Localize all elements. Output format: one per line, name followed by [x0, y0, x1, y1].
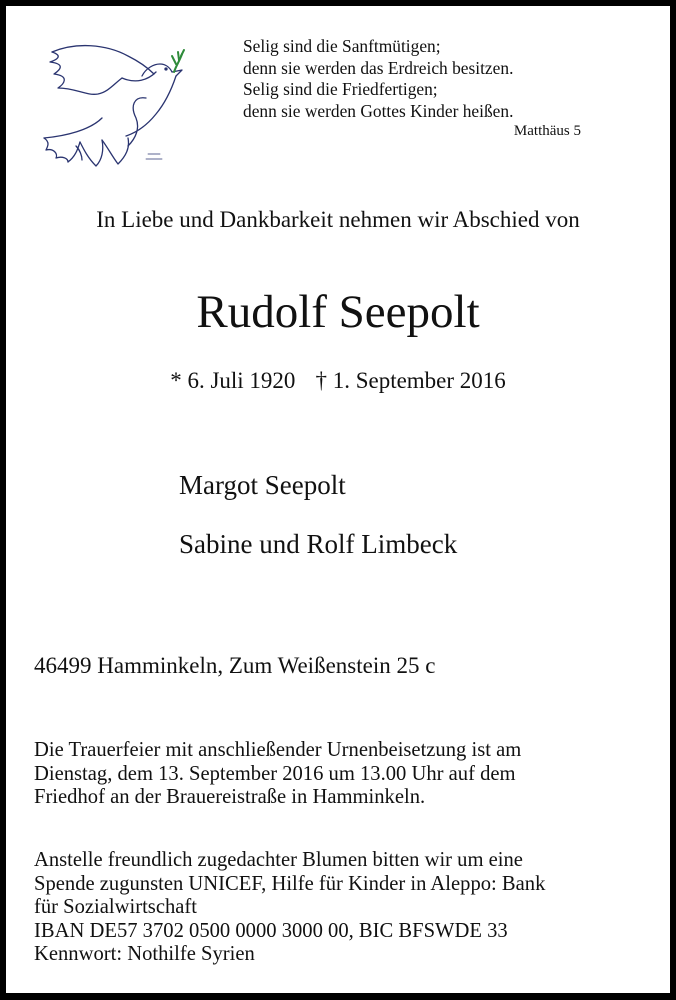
- bible-verse: [243, 36, 581, 141]
- verse-reference: Matthäus 5: [513, 123, 581, 140]
- donation-info: [34, 849, 545, 967]
- verse-line: denn sie werden das Erdreich besitzen.: [243, 57, 514, 78]
- funeral-info-line: Friedhof an der Brauereistraße in Hamminkeln.: [34, 786, 426, 808]
- dove-with-olive-branch-icon: [36, 38, 186, 170]
- funeral-info: [34, 739, 521, 810]
- birth-date: * 6. Juli 1920: [170, 368, 296, 393]
- funeral-info-line: Die Trauerfeier mit anschließender Urnenbeisetzung ist am: [34, 739, 522, 761]
- mourner-name: Sabine und Rolf Limbeck: [179, 529, 458, 559]
- mourner-name: Margot Seepolt: [179, 470, 346, 500]
- death-date: † 1. September 2016: [315, 368, 506, 393]
- verse-line: Selig sind die Sanftmütigen;: [243, 36, 441, 56]
- verse-line: Selig sind die Friedfertigen;: [243, 79, 438, 100]
- donation-info-line: für Sozialwirtschaft: [34, 896, 197, 918]
- address: 46499 Hamminkeln, Zum Weißenstein 25 c: [34, 653, 436, 678]
- donation-info-line: Spende zugunsten UNICEF, Hilfe für Kinder in Aleppo: Bank: [34, 872, 546, 895]
- olive-branch-icon: [36, 38, 186, 170]
- verse-line: denn sie werden Gottes Kinder heißen.: [243, 100, 514, 121]
- funeral-info-line: Dienstag, dem 13. September 2016 um 13.00 Uhr auf dem: [34, 762, 516, 785]
- bank-details: IBAN DE57 3702 0500 0000 3000 00, BIC BFSWDE 33: [34, 919, 508, 942]
- donation-keyword: Kennwort: Nothilfe Syrien: [34, 943, 255, 965]
- deceased-name: Rudolf Seepolt: [196, 286, 480, 338]
- life-dates: [6, 367, 670, 395]
- donation-info-line: Anstelle freundlich zugedachter Blumen bitten wir um eine: [34, 849, 523, 871]
- obituary-notice: [6, 6, 670, 993]
- intro-text: In Liebe und Dankbarkeit nehmen wir Abschied von: [96, 207, 580, 232]
